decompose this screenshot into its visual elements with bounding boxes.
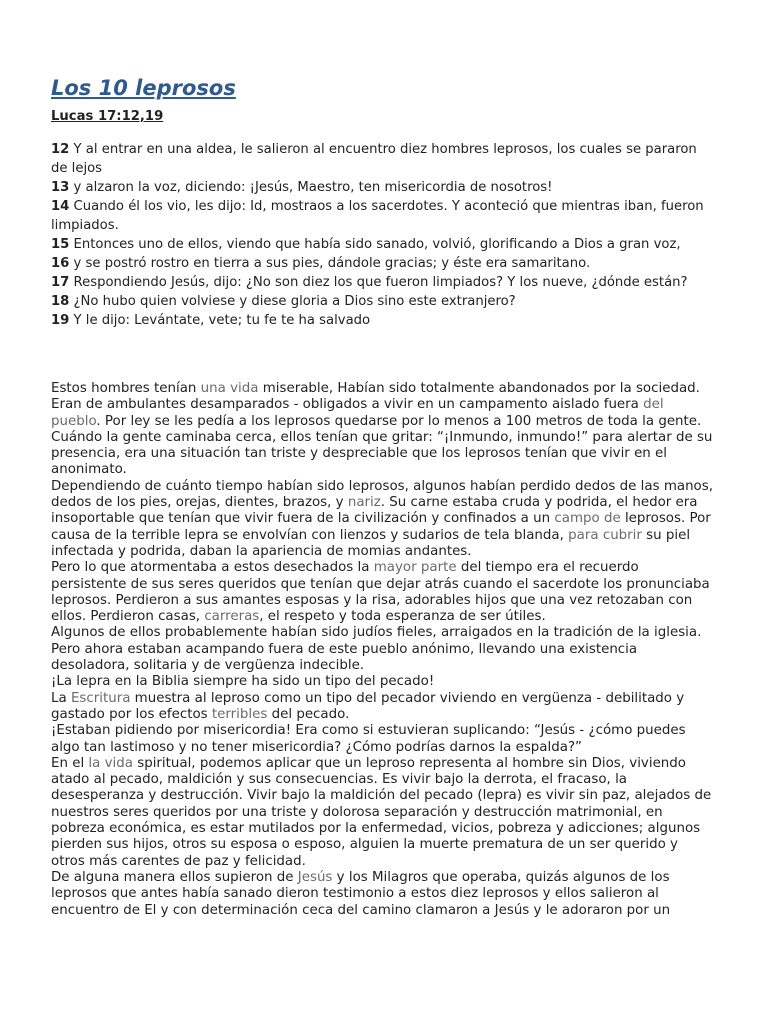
verse-list: [51, 140, 716, 330]
paragraph-text: spiritual, podemos aplicar que un leproso representa al hombre sin Dios, viviendo atado al pecado, maldición y sus consecuencias. Es vivir bajo la derrota, el fracaso, la desesperanza y destrucción. Vivir bajo la maldición del pecado (lepra) es vivir sin paz, alejados de nuestros seres queridos por una triste y dolorosa separación y destrucción matrimonial, en pobreza económica, es estar mutilados por la enfermedad, vicios, pobreza y adicciones; algunos pierden sus hijos, otros su esposa o esposo, alguien la muerte prematura de un ser querido y otros más carentes de paz y felicidad.: [51, 755, 712, 869]
body-paragraph: [51, 479, 716, 560]
inline-link[interactable]: para cubrir: [568, 527, 642, 543]
verse-line: [51, 254, 716, 273]
paragraph-text: miserable, Habían sido totalmente abandonados por la sociedad.: [258, 381, 700, 396]
page-title: Los 10 leprosos: [51, 76, 236, 100]
verse-line: [51, 140, 716, 178]
paragraph-text: Estos hombres tenían: [51, 381, 201, 396]
body-paragraph: [51, 625, 716, 674]
body-paragraph: [51, 397, 716, 478]
verse-number: 17: [51, 275, 70, 290]
paragraph-text: Dependiendo de cuánto tiempo habían sido leprosos, algunos habían perdido dedos de las manos, dedos de los pies, orejas, dientes, brazos, y: [51, 478, 713, 511]
inline-link[interactable]: mayor parte: [373, 560, 457, 576]
paragraph-text: Pero lo que atormentaba a estos desechados la: [51, 560, 374, 576]
paragraph-text: . Su carne estaba cruda y podrida, el hedor era insoportable que tenían que vivir fuera de la civilización y confinados a un: [51, 495, 698, 527]
verse-text: Cuando él los vio, les dijo: Id, mostraos a los sacerdotes. Y aconteció que mientras iban, fueron limpiados.: [51, 199, 704, 233]
paragraph-text: ¡La lepra en la Biblia siempre ha sido un tipo del pecado!: [51, 674, 435, 690]
inline-link[interactable]: la vida: [88, 755, 133, 771]
verse-line: [51, 292, 716, 311]
verse-number: 16: [51, 256, 70, 271]
inline-link[interactable]: Escritura: [70, 690, 131, 706]
paragraph-text: muestra al leproso como un tipo del pecador viviendo en vergüenza - debilitado y gastado por los efectos: [51, 690, 685, 722]
paragraph-text: . Por ley se les pedía a los leprosos quedarse por lo menos a 100 metros de toda la gente. Cuándo la gente caminaba cerca, ellos tenían que gritar: “¡Inmundo, inmundo!” para alertar de su presencia, era una situación tan triste y despreciable que los leprosos tenían que vivir en el anonimato.: [51, 413, 713, 478]
paragraph-text: En el: [51, 755, 89, 771]
body-paragraph: [51, 381, 716, 397]
paragraph-text: De alguna manera ellos supieron de: [51, 869, 298, 885]
paragraph-text: su piel infectada y podrida, daban la apariencia de momias andantes.: [51, 527, 691, 559]
verse-line: [51, 311, 716, 330]
verse-number: 12: [51, 142, 70, 157]
verse-number: 15: [51, 237, 70, 252]
verse-text: y se postró rostro en tierra a sus pies, dándole gracias; y éste era samaritano.: [69, 256, 591, 271]
verse-line: [51, 178, 716, 197]
inline-link[interactable]: terribles: [211, 706, 268, 722]
paragraph-text: , el respeto y toda esperanza de ser útiles.: [259, 609, 546, 625]
verse-line: [51, 273, 716, 292]
verse-number: 14: [51, 199, 70, 214]
body-paragraph: [51, 674, 716, 690]
paragraph-text: leprosos. Por causa de la terrible lepra se envolvían con lienzos y sudarios de tela blanda,: [51, 511, 711, 543]
inline-link[interactable]: Jesús: [297, 869, 333, 885]
paragraph-text: Algunos de ellos probablemente habían sido judíos fieles, arraigados en la tradición de la iglesia. Pero ahora estaban acampando fuera de este pueblo anónimo, llevando una existencia desoladora, solitaria y de vergüenza indecible.: [51, 625, 702, 674]
verse-text: Y al entrar en una aldea, le salieron al encuentro diez hombres leprosos, los cuales se pararon de lejos: [51, 142, 697, 176]
verse-line: [51, 197, 716, 235]
body-paragraph: [51, 756, 716, 870]
verse-text: Entonces uno de ellos, viendo que había sido sanado, volvió, glorificando a Dios a gran voz,: [69, 237, 681, 252]
scripture-reference: Lucas 17:12,19: [51, 109, 164, 124]
inline-link[interactable]: del pueblo: [51, 397, 664, 429]
body-paragraph: [51, 870, 716, 919]
paragraph-text: del pecado.: [267, 706, 350, 722]
verse-number: 18: [51, 294, 70, 309]
paragraph-text: del tiempo era el recuerdo persistente de sus seres queridos que tenían que dejar atrás cuando el sacerdote los pronunciaba leprosos. Perdieron a sus amantes esposas y la risa, adorables hijos que una vez retozaban con ellos. Perdieron casas,: [51, 560, 710, 625]
inline-link[interactable]: carreras: [204, 609, 260, 625]
paragraph-text: y los Milagros que operaba, quizás algunos de los leprosos que antes había sanado dieron testimonio a estos diez leprosos y ellos salieron al encuentro de El y con determinación ceca del camino clamaron a Jesús y le adoraron por un: [51, 869, 671, 918]
verse-number: 19: [51, 313, 70, 328]
inline-link[interactable]: nariz: [347, 495, 381, 511]
verse-text: ¿No hubo quien volviese y diese gloria a Dios sino este extranjero?: [69, 294, 516, 309]
verse-text: Respondiendo Jesús, dijo: ¿No son diez los que fueron limpiados? Y los nueve, ¿dónde están?: [69, 275, 688, 290]
inline-link[interactable]: campo de: [554, 511, 621, 527]
verse-line: [51, 235, 716, 254]
paragraph-text: La: [51, 690, 71, 706]
body-paragraph: [51, 723, 716, 756]
article-body: [51, 381, 716, 919]
paragraph-text: Eran de ambulantes desamparados - obligados a vivir en un campamento aislado fuera: [51, 397, 644, 413]
body-paragraph: [51, 560, 716, 625]
verse-text: y alzaron la voz, diciendo: ¡Jesús, Maestro, ten misericordia de nosotros!: [69, 180, 553, 195]
verse-number: 13: [51, 180, 70, 195]
paragraph-text: ¡Estaban pidiendo por misericordia! Era como si estuvieran suplicando: “Jesús - ¿cómo puedes algo tan lastimoso y no tener misericordia? ¿Cómo podrías darnos la espalda?”: [51, 723, 686, 755]
verse-text: Y le dijo: Levántate, vete; tu fe te ha salvado: [69, 313, 371, 328]
body-paragraph: [51, 691, 716, 724]
inline-link[interactable]: una vida: [200, 381, 259, 396]
